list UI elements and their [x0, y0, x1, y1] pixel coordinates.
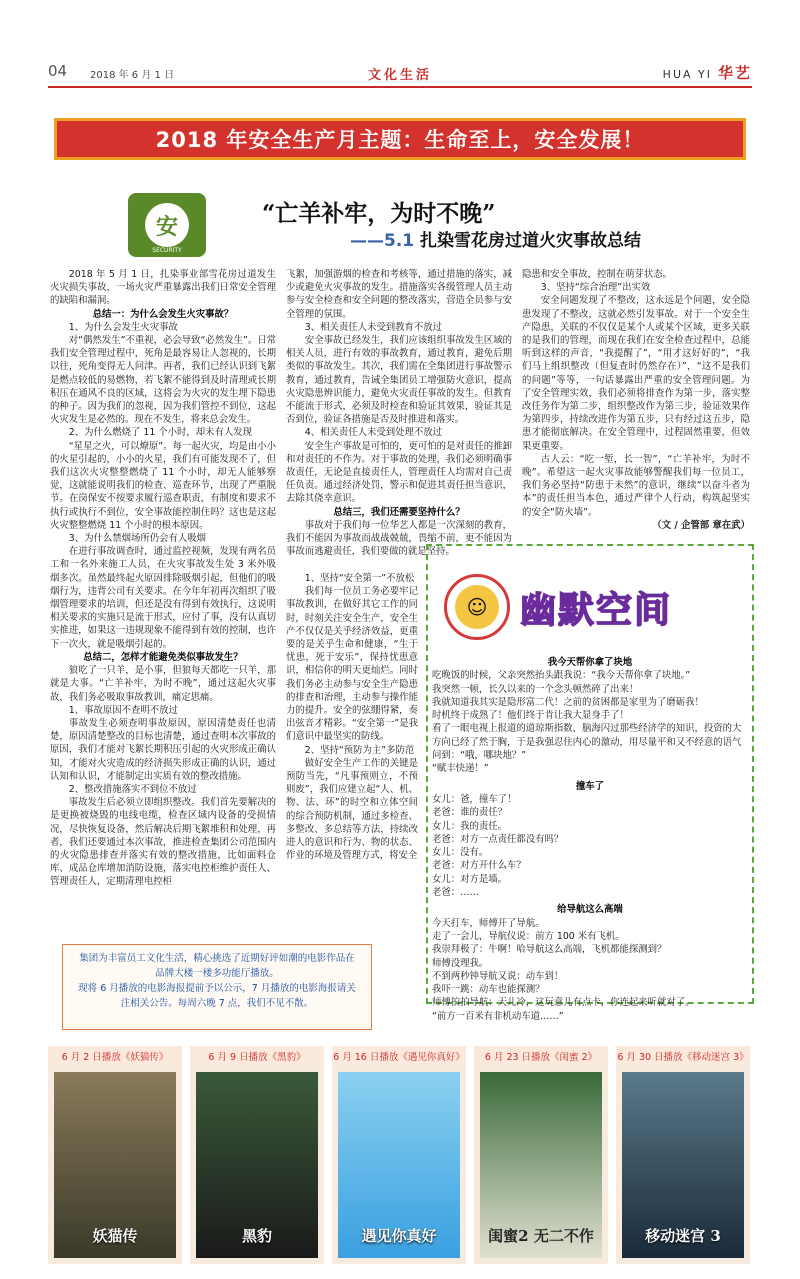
story-line: 老爸：对方一点责任都没有吗？: [432, 833, 564, 845]
poster-title: 移动迷宫 3: [645, 1227, 721, 1245]
brand-latin: HUA YI: [662, 68, 712, 81]
article-column-3: [522, 268, 750, 532]
page-number: 04: [48, 62, 68, 80]
story-line: 老爸：……: [432, 887, 479, 899]
poster-title: 妖猫传: [92, 1227, 138, 1245]
story-title: 给导航这么高端: [557, 904, 623, 916]
paragraph: 事故对于我们每一位华艺人都是一次深刻的教育，我们不能因为事故而战战兢兢，畏缩不前，更不能因为事故而逃避责任，我们要做的就是坚持。: [286, 519, 512, 558]
brand-logo: 华艺: [717, 64, 752, 82]
story-line: 时机终于成熟了！他们终于肯让我大显身手了！: [432, 710, 629, 722]
story-line: 我就知道我其实是隐形富二代！之前的贫困都是家里为了磨砺我！: [432, 696, 704, 708]
story-line: 今天打车，师傅开了导航。: [432, 917, 545, 929]
story-line: 师傅没理我。: [432, 957, 489, 969]
paragraph: 1、坚持“安全第一”不放松: [304, 573, 415, 584]
notice-line-2: 现将 6 月播放的电影海报提前予以公示，7 月播放的电影海报请关注相关公告。每周六晚 7 点，我们不见不散。: [78, 983, 356, 1009]
story-line: 不到两秒钟导航又说：动车到！: [432, 970, 564, 982]
author-signature: （文 / 企管部 章在武）: [652, 519, 750, 531]
section-title: 文化生活: [368, 68, 433, 83]
story-line: 女儿：我的责任。: [432, 820, 508, 832]
face: ☺: [455, 585, 499, 629]
article-title: “亡羊补牢，为时不晚”: [262, 200, 496, 227]
story-title: 我今天帮你拿了块地: [547, 657, 633, 668]
paragraph: 安全生产事故是可怕的，更可怕的是对责任的推卸和对责任的不作为。对于事故的处理，我们必须明确事故责任，无论是直接责任人，管理责任人均需对自己责任负责。通过经济处罚，警示和促进其责任担当意识，去除其侥幸意识。: [286, 440, 512, 505]
story-line: 女儿：爸，撞车了！: [432, 793, 517, 805]
subtitle-date: ——5.1: [350, 231, 415, 251]
movie-poster-3: [332, 1046, 466, 1264]
movie-poster-2: [190, 1046, 324, 1264]
article-subtitle: [350, 226, 641, 251]
paragraph: 3、坚持“综合治理”出实效: [540, 282, 651, 294]
laughing-face-icon: [444, 574, 510, 640]
movie-poster-4: [474, 1046, 608, 1264]
paragraph: 安全事故已经发生，我们应该组织事故发生区域的相关人员，进行有效的事故教育，通过教育，避免后期类似的事故发生。其次，我们需在全集团进行事故警示教育，通过教育，告诫全集团员工增强防火意识，提高火灾隐患辨识能力，避免火灾责任事故的发生。但教育不能流于形式，必须及时检查和验证其效果，验证其是否到位，验证各措施是否及时推进和落实。: [286, 335, 512, 426]
paragraph: 我们每一位员工务必要牢记事故教训，在做好其它工作的同时，时刻关注安全生产，安全生产不仅仅是关乎经济效益，更重要的是关乎生命和健康，“生于忧患，死于安乐”，保持忧患意识，相信你的明天更灿烂。同时我们务必主动参与安全生产隐患的排查和治理，主动参与操作能力的提升。安全的弦绷得紧，奏出弦音才精彩。“安全第一”是我们意识中最坚实的防线。: [286, 586, 418, 743]
safety-shield-icon: [128, 193, 206, 257]
poster-label: 6 月 23 日播放《闺蜜 2》: [474, 1046, 608, 1066]
story-line: 老爸：谁的责任？: [432, 807, 508, 819]
article-column-2-narrow: [286, 572, 418, 862]
story-line: 女儿：对方是墙。: [432, 873, 508, 885]
section-heading: 总结三，我们还需要坚持什么？: [333, 506, 465, 518]
story-line: 我突然一顿，长久以来的一个念头顿然碎了出来！: [432, 683, 639, 695]
paragraph: 事故发生后必须立即组织整改。我们首先要解决的是更换被烧毁的电线电缆，检查区域内设备的受损情况，尽快恢复设备，然后解决后期飞絮堆积和处理，再者，我们还要通过本次事故，推进检查集团公司范围内的火灾隐患排查并落实有效的整改措施，比如面料仓库、成品仓库增加消防设施，落实电控柜维护责任人、管理责任人，定期清理电控柜: [50, 797, 276, 888]
article-column-1: [50, 268, 276, 889]
notice-line-1: 集团为丰富员工文化生活，精心挑选了近期好评如潮的电影作品在品牌大楼一楼多功能厅播放。: [79, 953, 355, 979]
paragraph: 狼吃了一只羊，是小事，但狼每天都吃一只羊，那就是大事。“亡羊补牢，为时不晚”，通过这起火灾事故，我们务必吸取事故教训，痛定思痛。: [50, 665, 276, 703]
issue-date: 2018 年 6 月 1 日: [90, 70, 175, 81]
story-line: 师傅拍拍导航：天儿冷，这玩意儿有点卡，你连起来听就对了。: [432, 997, 695, 1009]
paragraph: 对“偶然发生”不重视，必会导致“必然发生”。日常我们安全管理过程中，死角是最容易让人忽视的，长期以往，死角变得无人问津。再者，我们已经认识到飞絮是燃点较低的易燃物，若飞絮不能得到及时清理或长期积压在通风不良的区域，这将会为火灾的发生埋下隐患的种子。因为我们的忽视，因为我们管控不到位，这起火灾发生是必然的。现在不发生，将来总会发生。: [50, 335, 276, 426]
poster-label: 6 月 2 日播放《妖猫传》: [48, 1046, 182, 1066]
subtitle-text: 扎染雪花房过道火灾事故总结: [420, 231, 642, 251]
story-line: 老爸：对方开什么车？: [432, 860, 526, 872]
section-heading: 总结二，怎样才能避免类似事故发生？: [83, 651, 243, 663]
poster-image: [622, 1072, 744, 1258]
story-line: 看了一眼电视上报道的道琼斯指数，脑海闪过那些经济学的知识，投资的大方向已经了然于胸，于是我强忍住内心的激动，用尽量平和又不经意的语气问到：“哦，哪块地？”: [432, 723, 742, 762]
paragraph: 在进行事故调查时，通过监控视频，发现有两名员工和一名外来施工人员，在火灾事故发生处 3 米外吸烟多次。虽然最终起火原因排除吸烟引起，但他们的吸烟行为，违背公司有关要求。在今年年初再次组织了吸烟管理要求的培训，但还是没有得到有效执行，这说明相关要求的实施只是流于形式，应付了事，没有认真切实推进，如果这一违规现象不能得到有效的控制，也许下一次火，就是吸烟引起的。: [50, 546, 276, 650]
story-line: 女儿：没有。: [432, 847, 489, 859]
story-line: 吃晚饭的时候，父亲突然抬头跟我说：“我今天帮你拿了块地。”: [432, 670, 691, 682]
story-line: 我吓一跳：动车也能探测？: [432, 984, 545, 996]
paragraph: 2、坚持“预防为主”多防范: [304, 744, 415, 756]
paragraph: 2、为什么燃烧了 11 个小时，却未有人发现: [68, 427, 253, 439]
paragraph: 4、相关责任人未受到处理不放过: [304, 427, 443, 439]
paragraph: 安全问题发现了不整改，这永远是个问题，安全隐患发现了不整改，这就必然引发事故。对于一个安全生产隐患，关联的不仅仅是某个人或某个区域，更多关联的是我们的管理，而现在我们在安全检查过程中，总能听到这样的声音，“我提醒了”，“用才这好好的”，“我们马上组织整改（但复查时仍然存在）”，“这不是我们的问题”等等，一句话暴露出严重的安全管理问题。为了安全管理实效，我们必须将排查作为第一步，落实整改任务作为第二步，组织整改作为第三步，验证效果作为第四步，持续改进作为第五步，只有经过这五步，隐患才能彻底解决。在安全管理中，过程固然重要，但效果更重要。: [522, 295, 750, 452]
story-line: 我崇拜极了：牛啊！哈导航这么高端，飞机都能探测到？: [432, 944, 667, 956]
paragraph: 3、为什么禁烟场所仍会有人吸烟: [68, 533, 207, 545]
paragraph: 飞絮，加强游烟的检查和考核等，通过措施的落实，减少或避免火灾事故的发生。措施落实各级管理人员主动参与安全检查和安全问题的整改落实，营造全员参与安全管理的氛围。: [286, 269, 512, 320]
paragraph: 隐患和安全事故，控制在萌芽状态。: [522, 269, 673, 280]
theme-banner: [54, 118, 746, 160]
poster-image: [338, 1072, 460, 1258]
humor-title: 幽默空间: [520, 589, 673, 631]
brand: [663, 62, 752, 83]
movie-poster-5: [616, 1046, 750, 1264]
section-heading: 总结一：为什么会发生火灾事故？: [92, 308, 234, 320]
poster-label: 6 月 30 日播放《移动迷宫 3》: [616, 1046, 750, 1066]
poster-label: 6 月 16 日播放《遇见你真好》: [332, 1046, 466, 1066]
page-header: [48, 58, 752, 88]
story-line: 走了一会儿，导航仪说：前方 100 米有飞机。: [432, 930, 625, 942]
paragraph: 2、整改措施落实不到位不放过: [68, 783, 197, 795]
paragraph: 事故发生必须查明事故原因，原因清楚责任也清楚，原因清楚整改的目标也清楚，通过查明本次事故的原因，我们才能对飞絮长期积压引起的火灾形成正确认知，才能对火灾造成的经济损失形成正确的认识，通过认知和认识，才能制定出实质有效的整改措施。: [50, 717, 276, 782]
story-line: “赋丰快递！”: [432, 763, 489, 775]
paragraph: 古人云：“吃一堑，长一智”，“亡羊补牢，为时不晚”。希望这一起火灾事故能够警醒我们每一位员工，我们务必坚持“防患于未然”的意识，继续“以奋斗者为本”的责任担当本色，通过严律个人行动，构筑起坚实的安全“防火墙”。: [522, 453, 750, 518]
story-line: “前方一百米有非机动车道……”: [432, 1010, 564, 1022]
paragraph: 做好安全生产工作的关键是预防当先，“凡事预则立，不预则废”，我们应建立起“人、机、物、法、环”的时空和立体空间的综合预防机制，通过多检查、多整改、多总结等方法，持续改进人的意识和行为、物的状态、作业的环境及管理方式，将安全: [286, 757, 418, 862]
paragraph: 2018 年 5 月 1 日，扎染事业部雪花房过道发生火灾损失事故，一场火灾严重暴露出我们日常安全管理的缺陷和漏洞。: [50, 269, 276, 307]
poster-image: [196, 1072, 318, 1258]
movie-poster-1: [48, 1046, 182, 1264]
story-title: 撞车了: [575, 780, 605, 792]
poster-image: [480, 1072, 602, 1258]
safety-logo-symbol: 安: [145, 203, 189, 247]
humor-stories: [432, 656, 748, 1023]
paragraph: 3、相关责任人未受到教育不放过: [304, 321, 443, 333]
safety-logo-text: SECURITY: [152, 247, 182, 254]
poster-title: 闺蜜2 无二不作: [488, 1227, 594, 1245]
paragraph: 1、事故原因不查明不放过: [68, 704, 178, 716]
movie-notice: [62, 944, 372, 1030]
article-column-2: [286, 268, 512, 558]
poster-title: 遇见你真好: [361, 1227, 437, 1245]
paragraph: 1、为什么会发生火灾事故: [68, 321, 178, 333]
poster-title: 黑豹: [241, 1227, 272, 1245]
paragraph: “星星之火，可以燎原”。每一起火灾，均是由小小的火星引起的，小小的火星，我们有可能发现不了，但我们这次火灾整整燃烧了 11 个小时，却无人能够察觉，这就能说明我们的检查、巡查环节，出现了严重脱节。在岗保安不按要求履行巡查职责，有制度和要求不执行或执行不到位，安全事故能控制住吗？这也是这起火灾整整燃烧 11 个小时的根本原因。: [50, 440, 276, 531]
poster-label: 6 月 9 日播放《黑豹》: [190, 1046, 324, 1066]
poster-image: [54, 1072, 176, 1258]
banner-text: 2018 年安全生产月主题：生命至上，安全发展！: [155, 128, 645, 152]
